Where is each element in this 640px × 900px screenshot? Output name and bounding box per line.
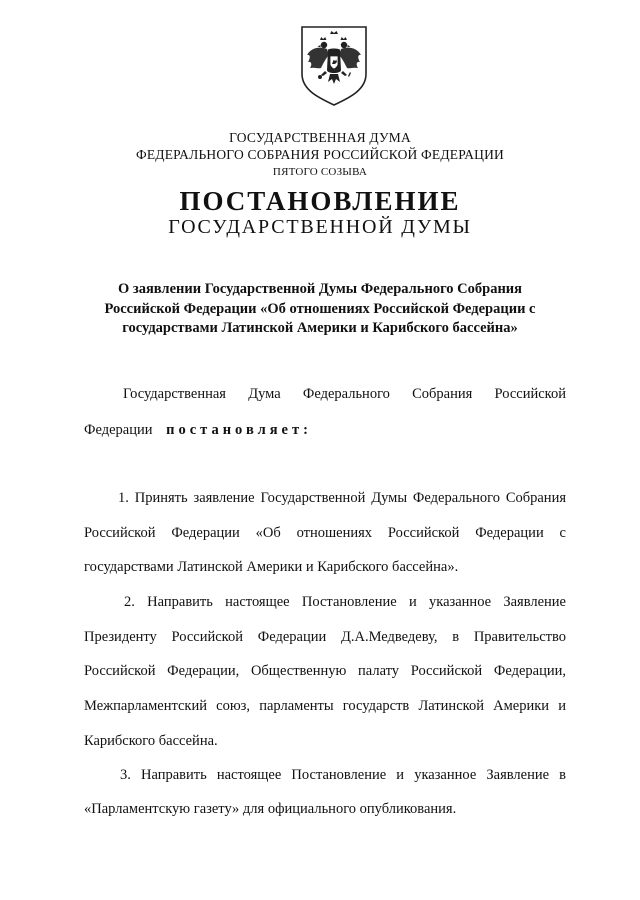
item-1-line-1: 1. Принять заявление Государственной Думы Федерального Собрания (118, 490, 566, 506)
subject-line-3: государствами Латинской Америки и Карибского бассейна» (122, 320, 518, 336)
item-3-line-2: «Парламентскую газету» для официального опубликования. (84, 801, 457, 817)
item-1-line-3: государствами Латинской Америки и Карибского бассейна». (84, 559, 459, 575)
item-2-line-5: Карибского бассейна. (84, 733, 218, 749)
decree-verb: постановляет: (166, 422, 312, 438)
item-2-line-2: Президенту Российской Федерации Д.А.Медведеву, в Правительство (84, 629, 566, 645)
issuing-body-line-2: ФЕДЕРАЛЬНОГО СОБРАНИЯ РОССИЙСКОЙ ФЕДЕРАЦИИ (136, 147, 504, 162)
preamble-line-1: Государственная Дума Федерального Собрания Российской (123, 386, 566, 402)
preamble-line-2 (84, 420, 312, 440)
document-type-subtitle: ГОСУДАРСТВЕННОЙ ДУМЫ (168, 216, 472, 238)
item-3-line-1: 3. Направить настоящее Постановление и указанное Заявление в (120, 767, 566, 783)
preamble-line-2-start: Федерации (84, 422, 153, 438)
item-2-line-3: Российской Федерации, Общественную палату Российской Федерации, (84, 663, 566, 679)
subject-line-2: Российской Федерации «Об отношениях Российской Федерации с (104, 301, 536, 317)
convocation-label: ПЯТОГО СОЗЫВА (272, 166, 368, 178)
subject-line-1: О заявлении Государственной Думы Федерального Собрания (117, 281, 523, 297)
item-2-line-4: Межпарламентский союз, парламенты государств Латинской Америки и (84, 698, 566, 714)
item-1-line-2: Российской Федерации «Об отношениях Российской Федерации с (84, 525, 566, 541)
coat-of-arms-icon (299, 24, 369, 108)
item-2-line-1: 2. Направить настоящее Постановление и указанное Заявление (124, 594, 566, 610)
issuing-body-line-1: ГОСУДАРСТВЕННАЯ ДУМА (229, 130, 411, 145)
document-type-title: ПОСТАНОВЛЕНИЕ (179, 186, 461, 216)
